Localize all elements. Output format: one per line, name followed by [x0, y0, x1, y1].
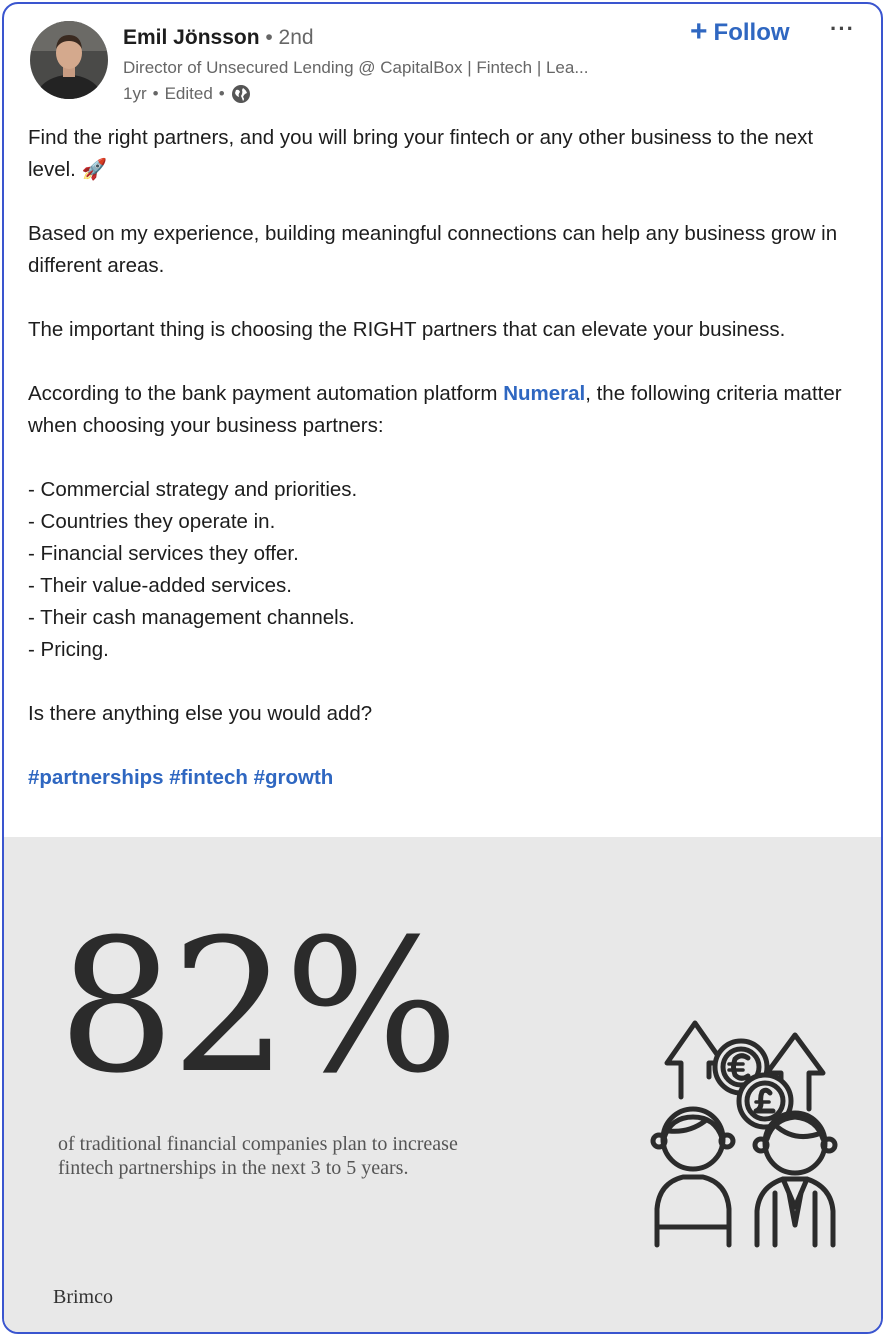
criteria-item: - Pricing. [28, 638, 109, 661]
post-paragraph: Based on my experience, building meaningful connections can help any business grow in different areas. [28, 222, 838, 277]
mention-link[interactable]: Numeral [503, 382, 586, 405]
globe-icon [231, 84, 251, 104]
meta-dot: • [152, 84, 159, 103]
post-card [2, 2, 883, 1334]
connection-degree: • 2nd [265, 26, 314, 49]
post-edited: Edited [164, 84, 213, 103]
author-headline: Director of Unsecured Lending @ CapitalBox | Fintech | Lea... [123, 58, 589, 77]
criteria-item: - Their value-added services. [28, 574, 292, 597]
post-image[interactable] [4, 837, 881, 1332]
post-question: Is there anything else you would add? [28, 702, 373, 725]
post-text [28, 122, 858, 794]
criteria-item: - Countries they operate in. [28, 510, 276, 533]
post-paragraph: Find the right partners, and you will bring your fintech or any other business to the next level. 🚀 [28, 126, 814, 181]
paragraph-text: , the following criteria matter when choosing your business partners: [28, 382, 842, 437]
follow-button[interactable] [690, 14, 790, 48]
post-time: 1yr [123, 84, 147, 103]
plus-icon: + [690, 14, 708, 48]
post-meta [123, 84, 251, 104]
meta-dot: • [218, 84, 225, 103]
hashtag-link[interactable]: #growth [253, 766, 334, 789]
paragraph-text: According to the bank payment automation platform [28, 382, 504, 405]
stat-number: 82% [58, 900, 455, 1114]
author-avatar[interactable] [30, 21, 108, 99]
people-growth-currency-icon [649, 1013, 839, 1249]
hashtag-link[interactable]: #partnerships [28, 766, 164, 789]
criteria-item: - Commercial strategy and priorities. [28, 478, 358, 501]
criteria-item: - Their cash management channels. [28, 606, 355, 629]
post-paragraph: The important thing is choosing the RIGHT partners that can elevate your business. [28, 318, 786, 341]
stat-caption: of traditional financial companies plan to increase fintech partnerships in the next 3 to 5 years. [58, 1133, 458, 1179]
follow-label: Follow [713, 19, 790, 46]
hashtags [28, 762, 858, 794]
author-name[interactable]: Emil Jönsson [123, 26, 260, 49]
brand-logo: Brimco [53, 1286, 113, 1308]
author-line [123, 26, 314, 50]
more-options-button[interactable]: ··· [830, 16, 855, 41]
post-header [4, 4, 881, 116]
criteria-item: - Financial services they offer. [28, 542, 299, 565]
hashtag-link[interactable]: #fintech [169, 766, 248, 789]
post-paragraph [28, 378, 858, 442]
